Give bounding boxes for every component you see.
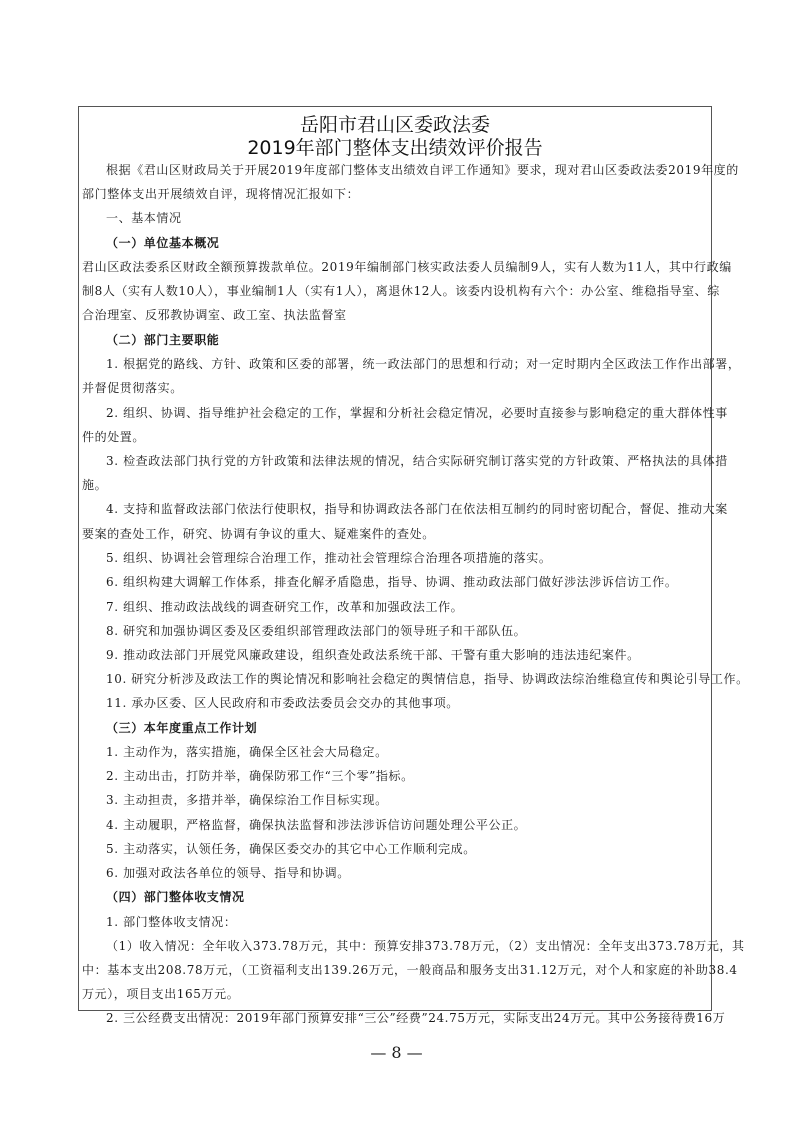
text-line: 合治理室、反邪教协调室、政工室、执法监督室 [82, 308, 347, 322]
text-line: 一、基本情况 [106, 211, 182, 225]
text-line: 中：基本支出208.78万元，（工资福利支出139.26万元，一般商品和服务支出31.12万元，对个人和家庭的补助38.4 [82, 963, 738, 977]
text-line: 6. 加强对政法各单位的领导、指导和协调。 [106, 866, 350, 880]
text-line: 君山区政法委系区财政全额预算拨款单位。2019年编制部门核实政法委人员编制9人，实有人数为11人，其中行政编 [82, 260, 732, 274]
text-line: 6. 组织构建大调解工作体系，排查化解矛盾隐患，指导、协调、推动政法部门做好涉法涉诉信访工作。 [106, 575, 678, 589]
section-heading: （一）单位基本概况 [106, 236, 220, 250]
text-line: 3. 检查政法部门执行党的方针政策和法律法规的情况，结合实际研究制订落实党的方针政策、严格执法的具体措 [106, 454, 728, 468]
text-line: 8. 研究和加强协调区委及区委组织部管理政法部门的领导班子和干部队伍。 [106, 624, 527, 638]
text-line: 2. 主动出击，打防并举，确保防邪工作“三个零”指标。 [106, 769, 414, 783]
text-line: 10. 研究分析涉及政法工作的舆论情况和影响社会稳定的舆情信息，指导、协调政法综治维稳宣传和舆论引导工作。 [106, 672, 749, 686]
text-line: 3. 主动担责，多措并举，确保综治工作目标实现。 [106, 793, 388, 807]
text-line: （1）收入情况：全年收入373.78万元，其中：预算安排373.78万元，（2）支出情况：全年支出373.78万元，其 [106, 939, 745, 953]
text-line: 件的处置。 [82, 430, 146, 444]
text-line: 并督促贯彻落实。 [82, 381, 183, 395]
text-line: 要案的查处工作，研究、协调有争议的重大、疑难案件的查处。 [82, 527, 435, 541]
text-line: 9. 推动政法部门开展党风廉政建设，组织查处政法系统干部、干警有重大影响的违法违纪案件。 [106, 648, 640, 662]
text-line: 4. 主动履职，严格监督，确保执法监督和涉法涉诉信访问题处理公平公正。 [106, 818, 527, 832]
text-line: 2. 组织、协调、指导维护社会稳定的工作，掌握和分析社会稳定情况，必要时直接参与影响稳定的重大群体性事 [106, 406, 728, 420]
text-line: 7. 组织、推动政法战线的调查研究工作，改革和加强政法工作。 [106, 600, 464, 614]
text-line: 1. 主动作为，落实措施，确保全区社会大局稳定。 [106, 745, 388, 759]
section-heading: （二）部门主要职能 [106, 333, 220, 347]
text-line: 部门整体支出开展绩效自评，现将情况汇报如下： [82, 187, 360, 201]
text-line: 1. 根据党的路线、方针、政策和区委的部署，统一政法部门的思想和行动；对一定时期内全区政法工作作出部署， [106, 357, 741, 371]
report-title-line2: 2019年部门整体支出绩效评价报告 [247, 137, 543, 159]
page-number: — 8 — [370, 1043, 423, 1062]
text-line: 根据《君山区财政局关于开展2019年度部门整体支出绩效自评工作通知》要求，现对君山区委政法委2019年度的 [106, 163, 739, 177]
section-heading: （三）本年度重点工作计划 [106, 721, 258, 735]
text-line: 制8人（实有人数10人），事业编制1人（实有1人），离退休12人。该委内设机构有六个：办公室、维稳指导室、综 [82, 284, 720, 298]
section-heading: （四）部门整体收支情况 [106, 890, 245, 904]
text-line: 1. 部门整体收支情况： [106, 915, 237, 929]
text-line: 5. 主动落实，认领任务，确保区委交办的其它中心工作顺利完成。 [106, 842, 476, 856]
text-line: 施。 [82, 478, 108, 492]
text-line: 4. 支持和监督政法部门依法行使职权，指导和协调政法各部门在依法相互制约的同时密切配合，督促、推动大案 [106, 502, 728, 516]
text-line: 万元），项目支出165万元。 [82, 987, 240, 1001]
text-line: 11. 承办区委、区人民政府和市委政法委员会交办的其他事项。 [106, 696, 459, 710]
text-line: 2. 三公经费支出情况：2019年部门预算安排“三公”经费”24.75万元，实际支出24万元。其中公务接待费16万 [106, 1011, 726, 1025]
report-title-line1: 岳阳市君山区委政法委 [299, 114, 490, 136]
text-line: 5. 组织、协调社会管理综合治理工作，推动社会管理综合治理各项措施的落实。 [106, 551, 552, 565]
